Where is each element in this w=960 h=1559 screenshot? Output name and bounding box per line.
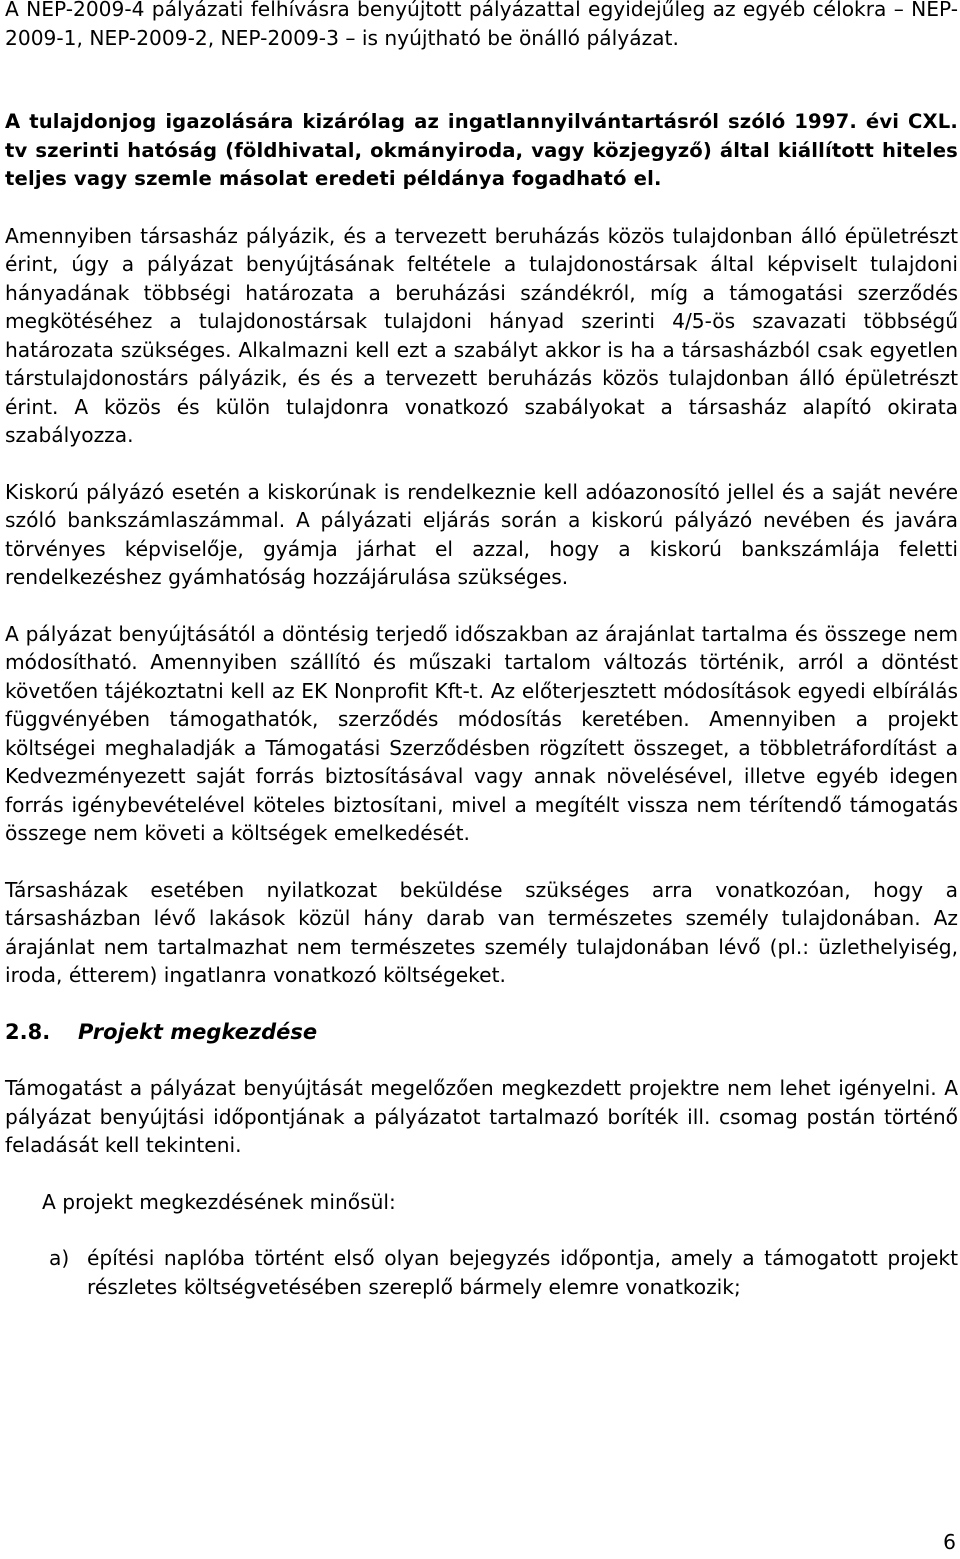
paragraph-condominium: Amennyiben társasház pályázik, és a tervezett beruházás közös tulajdonban álló épületrészt érint, úgy a pályázat benyújtásának feltétele a tulajdonostársak által képviselt tulajdoni hányadának többségi határozata a beruházási szándékról, míg a támogatási szerződés megkötéséhez a tulajdonostársak tulajdoni hányad szerinti 4/5-ös szavazati többségű határozata szükséges. Alkalmazni kell ezt a szabályt akkor is ha a társasházból csak egyetlen társtulajdonostárs pályázik, és és a tervezett beruházás közös tulajdonban álló épületrészt érint. A közös és külön tulajdonra vonatkozó szabályokat a társasház alapító okirata szabályozza. — [5, 223, 958, 447]
paragraph-ownership: A tulajdonjog igazolására kizárólag az ingatlannyilvántartásról szóló 1997. évi CXL. tv szerinti hatóság (földhivatal, okmányiroda, vagy közjegyző) által kiállított hiteles teljes vagy szemle másolat eredeti példánya fogadható el. — [5, 110, 958, 190]
list-marker: a) — [49, 1246, 70, 1270]
section-number: 2.8. — [5, 1019, 51, 1044]
section-title: Projekt megkezdése — [78, 1019, 318, 1044]
paragraph-quote: A pályázat benyújtásától a döntésig terjedő időszakban az árajánlat tartalma és összege nem módosítható. Amennyiben szállító és műszaki tartalom változás történik, arról a döntést követően tájékoztatni kell az EK Nonprofit Kft-t. Az előterjesztett módosítások egyedi elbírálás függvényében támogathatók, szerződés módosítás keretében. Amennyiben a projekt költségei meghaladják a Támogatási Szerződésben rögzített összeget, a többletráfordítást a Kedvezményezett saját forrás biztosításával vagy annak növelésével, illetve egyéb idegen forrás igénybevételével köteles biztosítani, mivel a megítélt vissza nem térítendő támogatás összege nem követi a költségek emelkedését. — [5, 621, 958, 845]
paragraph-declaration: Társasházak esetében nyilatkozat beküldése szükséges arra vonatkozóan, hogy a társasházban lévő lakások közül hány darab van természetes személy tulajdonában. Az árajánlat nem tartalmazhat nem természetes személy tulajdonában lévő (pl.: üzlethelyiség, iroda, étterem) ingatlanra vonatkozó költségeket. — [5, 877, 958, 987]
paragraph-minor: Kiskorú pályázó esetén a kiskorúnak is rendelkeznie kell adóazonosító jellel és a saját nevére szóló bankszámlaszámmal. A pályázati eljárás során a kiskorú pályázó nevében és javára törvényes képviselője, gyámja járhat el azzal, hogy a kiskorú bankszámlája feletti rendelkezéshez gyámhatóság hozzájárulása szükséges. — [5, 479, 958, 589]
list-item — [5, 1244, 958, 1301]
page-number: 6 — [943, 1530, 956, 1554]
paragraph-qualifies: A projekt megkezdésének minősül: — [42, 1189, 396, 1214]
paragraph-support: Támogatást a pályázat benyújtását megelőzően megkezdett projektre nem lehet igényelni. A pályázat benyújtási időpontjának a pályázatot tartalmazó boríték ill. csomag postán történő feladását kell tekinteni. — [5, 1076, 958, 1157]
list-item-text: építési naplóba történt első olyan bejegyzés időpontja, amely a támogatott projekt részletes költségvetésében szereplő bármely elemre vonatkozik; — [87, 1246, 958, 1299]
section-heading — [5, 1018, 958, 1047]
document-page — [5, 0, 958, 1301]
paragraph-intro: A NEP-2009-4 pályázati felhívásra benyújtott pályázattal egyidejűleg az egyéb célokra – NEP-2009-1, NEP-2009-2, NEP-2009-3 – is nyújtható be önálló pályázat. — [5, 0, 958, 50]
